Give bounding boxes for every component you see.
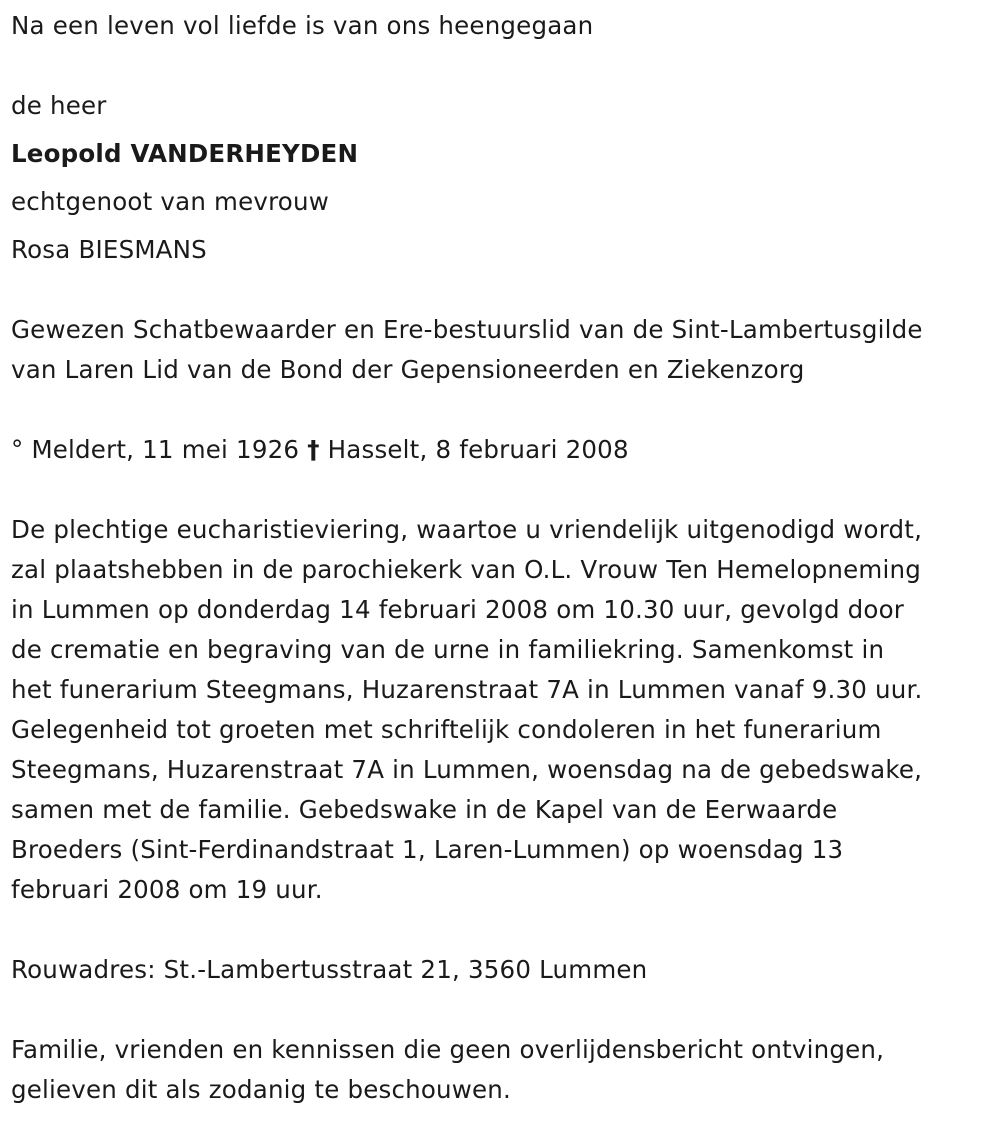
ceremony-line: Broeders (Sint-Ferdinandstraat 1, Laren-Lummen) op woensdag 13 (11, 835, 844, 864)
spouse-name: Rosa BIESMANS (11, 235, 207, 264)
death-info: Hasselt, 8 februari 2008 (327, 435, 629, 464)
ceremony-line: Gelegenheid tot groeten met schriftelijk condoleren in het funerarium (11, 715, 882, 744)
closing-line: gelieven dit als zodanig te beschouwen. (11, 1075, 512, 1104)
honorific: de heer (11, 91, 107, 120)
deceased-name: Leopold VANDERHEYDEN (11, 139, 359, 168)
mourning-address: Rouwadres: St.-Lambertusstraat 21, 3560 Lummen (11, 955, 648, 984)
ceremony-line: het funerarium Steegmans, Huzarenstraat 7A in Lummen vanaf 9.30 uur. (11, 675, 923, 704)
functions-line: Gewezen Schatbewaarder en Ere-bestuurslid van de Sint-Lambertusgilde (11, 315, 923, 344)
ceremony-line: Steegmans, Huzarenstraat 7A in Lummen, woensdag na de gebedswake, (11, 755, 923, 784)
ceremony-line: in Lummen op donderdag 14 februari 2008 om 10.30 uur, gevolgd door (11, 595, 905, 624)
cross-icon: † (307, 435, 320, 464)
functions-line: van Laren Lid van de Bond der Gepensioneerden en Ziekenzorg (11, 355, 805, 384)
ceremony-line: februari 2008 om 19 uur. (11, 875, 323, 904)
birth-info: ° Meldert, 11 mei 1926 (11, 435, 300, 464)
life-dates (11, 430, 629, 470)
spouse-label: echtgenoot van mevrouw (11, 187, 329, 216)
ceremony-line: De plechtige eucharistieviering, waartoe u vriendelijk uitgenodigd wordt, (11, 515, 923, 544)
intro-text: Na een leven vol liefde is van ons heengegaan (11, 11, 594, 40)
ceremony-line: samen met de familie. Gebedswake in de Kapel van de Eerwaarde (11, 795, 838, 824)
closing-line: Familie, vrienden en kennissen die geen overlijdensbericht ontvingen, (11, 1035, 885, 1064)
ceremony-line: zal plaatshebben in de parochiekerk van O.L. Vrouw Ten Hemelopneming (11, 555, 921, 584)
ceremony-line: de crematie en begraving van de urne in familiekring. Samenkomst in (11, 635, 885, 664)
